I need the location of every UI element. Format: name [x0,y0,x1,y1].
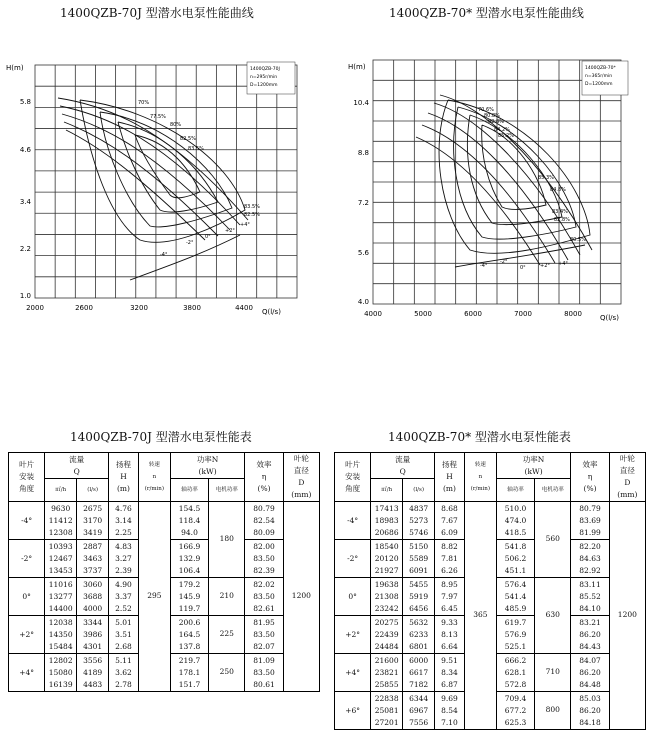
hdr-dia: 叶轮 直径 D (mm) [283,453,319,502]
right-angle-label: -2° [500,259,508,265]
efficiency-cell: 82.02 83.50 82.61 [245,578,283,616]
angle-cell: +4° [9,654,45,692]
left-eff-label: 77.5% [150,114,166,120]
right-ylabel: H(m) [348,63,366,71]
left-angle-label: 0° [205,234,211,240]
speed-cell: 365 [464,502,496,730]
flow-ls-cell: 3344 3986 4301 [77,616,109,654]
flow-m3h-cell: 11016 13277 14400 [45,578,77,616]
head-cell: 8.68 7.67 6.09 [435,502,465,540]
left-angle-label: -4° [160,252,168,258]
hdr-dia: 叶轮 直径 D (mm) [609,453,645,502]
head-cell: 5.11 3.62 2.78 [109,654,139,692]
right-angle-label: -4° [480,263,488,269]
angle-cell: +2° [335,616,371,654]
angle-cell: -2° [9,540,45,578]
efficiency-cell: 83.21 86.20 84.43 [571,616,609,654]
right-performance-chart [330,55,651,330]
flow-ls-cell: 2675 3170 3419 [77,502,109,540]
hdr-flow-ls: (l/s) [403,479,435,502]
flow-m3h-cell: 12802 15080 16139 [45,654,77,692]
left-x-tick: 2600 [75,304,93,312]
motor-power-cell: 250 [209,654,245,692]
left-ylabel: H(m) [6,64,24,72]
left-grid [35,65,297,298]
hdr-head: 扬程 H (m) [435,453,465,502]
hdr-angle: 叶片 安装 角度 [9,453,45,502]
left-x-tick: 3800 [183,304,201,312]
table-row [9,502,320,540]
shaft-power-cell: 619.7 576.9 525.1 [496,616,534,654]
left-legend [247,62,295,94]
right-y-tick: 8.8 [357,149,369,157]
right-eff-label: 83.4% [552,209,568,215]
head-cell: 4.83 3.27 2.39 [109,540,139,578]
angle-cell: 0° [335,578,371,616]
flow-m3h-cell: 19638 21308 23242 [371,578,403,616]
left-curves [58,98,248,280]
left-x-tick: 3200 [130,304,148,312]
hdr-flow-m3h: ㎥/h [371,479,403,502]
shaft-power-cell: 219.7 178.1 151.7 [170,654,208,692]
angle-cell: 0° [9,578,45,616]
right-eff-label: 80.8% [484,113,500,119]
efficiency-cell: 80.79 82.54 80.09 [245,502,283,540]
table-row [335,502,646,540]
left-eff-label: 82.5% [180,136,196,142]
angle-cell: +6° [335,692,371,730]
diameter-cell: 1200 [283,502,319,692]
flow-m3h-cell: 10393 12467 13453 [45,540,77,578]
flow-m3h-cell: 18540 20120 21927 [371,540,403,578]
right-table-title: 1400QZB-70* 型潜水电泵性能表 [388,430,571,444]
motor-power-cell: 210 [209,578,245,616]
head-cell: 4.76 3.14 2.25 [109,502,139,540]
right-grid [373,60,621,304]
left-table-title: 1400QZB-70J 型潜水电泵性能表 [70,430,252,444]
motor-power-cell: 630 [535,578,571,654]
left-chart-title: 1400QZB-70J 型潜水电泵性能曲线 [60,6,254,20]
head-cell: 8.95 7.97 6.45 [435,578,465,616]
left-y-tick: 2.2 [19,245,31,253]
hdr-eff: 效率 η (%) [571,453,609,502]
flow-m3h-cell: 21600 23821 25855 [371,654,403,692]
motor-power-cell: 800 [535,692,571,730]
speed-cell: 295 [138,502,170,692]
right-eff-label: 84.8% [550,187,566,193]
efficiency-cell: 80.79 83.69 81.99 [571,502,609,540]
right-x-tick: 7000 [514,310,532,318]
hdr-motor: 电机功率 [209,479,245,502]
left-legend-model: 1400QZB-70J [250,67,280,72]
hdr-head: 扬程 H (m) [109,453,139,502]
flow-ls-cell: 3556 4189 4483 [77,654,109,692]
hdr-speed: 转速 n (r/min) [138,453,170,502]
head-cell: 9.33 8.13 6.64 [435,616,465,654]
flow-ls-cell: 6000 6617 7182 [403,654,435,692]
right-y-tick: 4.0 [357,298,369,306]
right-eff-label: 82.8% [554,217,570,223]
right-eff-label: 70.6% [478,107,494,113]
flow-ls-cell: 6344 6967 7556 [403,692,435,730]
left-eff-label: 70% [138,100,150,106]
efficiency-cell: 85.03 86.20 84.18 [571,692,609,730]
motor-power-cell: 180 [209,502,245,578]
right-legend [582,61,628,95]
efficiency-cell: 81.09 83.50 80.61 [245,654,283,692]
right-eff-label: 82.8% [488,119,504,125]
shaft-power-cell: 576.4 541.4 485.9 [496,578,534,616]
flow-ls-cell: 5150 5589 6091 [403,540,435,578]
left-eff-label: 82.5% [244,212,260,218]
right-x-tick: 4000 [364,310,382,318]
flow-ls-cell: 3060 3688 4000 [77,578,109,616]
left-y-tick: 3.4 [19,198,31,206]
hdr-flow-m3h: ㎥/h [45,479,77,502]
right-legend-model: 1400QZB-70* [585,66,616,71]
hdr-angle: 叶片 安装 角度 [335,453,371,502]
hdr-power: 功率N (kW) [496,453,571,479]
right-angle-label: +2° [540,263,550,269]
left-eff-label: 83.5% [244,204,260,210]
right-eff-label: 85.2% [498,133,514,139]
left-eff-label: 80% [170,122,182,128]
left-eff-loop-inner [118,122,218,212]
hdr-eff: 效率 η (%) [245,453,283,502]
left-y-tick: 1.0 [19,292,31,300]
left-legend-speed: n=295r/min [250,75,278,80]
shaft-power-cell: 179.2 145.9 119.7 [170,578,208,616]
flow-m3h-cell: 20275 22439 24484 [371,616,403,654]
hdr-flow-ls: (l/s) [77,479,109,502]
left-x-tick: 4400 [235,304,253,312]
left-angle-label: +2° [225,228,235,234]
right-x-tick: 6000 [464,310,482,318]
motor-power-cell: 225 [209,616,245,654]
shaft-power-cell: 541.8 506.2 451.1 [496,540,534,578]
efficiency-cell: 83.11 85.52 84.10 [571,578,609,616]
left-performance-table [8,452,320,692]
left-legend-diameter: D=1200mm [250,83,278,88]
head-cell: 8.82 7.81 6.26 [435,540,465,578]
left-angle-label: +4° [240,222,250,228]
shaft-power-cell: 510.0 474.0 418.5 [496,502,534,540]
angle-cell: -4° [9,502,45,540]
shaft-power-cell: 709.4 677.2 625.3 [496,692,534,730]
right-angle-label: 0° [520,265,526,271]
hdr-shaft: 轴功率 [496,479,534,502]
right-x-tick: 8000 [564,310,582,318]
efficiency-cell: 82.20 84.63 82.92 [571,540,609,578]
left-angle-label: -2° [186,240,194,246]
right-legend-speed: n=365r/min [585,74,613,79]
hdr-flow: 流量 Q [45,453,109,479]
right-performance-table [334,452,646,730]
left-performance-chart [0,50,320,325]
shaft-power-cell: 666.2 628.1 572.8 [496,654,534,692]
angle-cell: -2° [335,540,371,578]
angle-cell: -4° [335,502,371,540]
flow-m3h-cell: 12038 14350 15484 [45,616,77,654]
hdr-shaft: 轴功率 [170,479,208,502]
diameter-cell: 1200 [609,502,645,730]
efficiency-cell: 82.00 83.50 82.39 [245,540,283,578]
right-eff-label: 80.5% [570,237,586,243]
right-y-tick: 10.4 [353,99,369,107]
head-cell: 4.90 3.37 2.52 [109,578,139,616]
head-cell: 5.01 3.51 2.68 [109,616,139,654]
efficiency-cell: 84.07 86.20 84.48 [571,654,609,692]
flow-m3h-cell: 9630 11412 12308 [45,502,77,540]
head-cell: 9.69 8.54 7.10 [435,692,465,730]
hdr-flow: 流量 Q [371,453,435,479]
angle-cell: +4° [335,654,371,692]
flow-ls-cell: 5455 5919 6456 [403,578,435,616]
hdr-power: 功率N (kW) [170,453,245,479]
shaft-power-cell: 200.6 164.5 137.8 [170,616,208,654]
motor-power-cell: 710 [535,654,571,692]
angle-cell: +2° [9,616,45,654]
left-eff-label: 83.5% [188,146,204,152]
shaft-power-cell: 166.9 132.9 106.4 [170,540,208,578]
right-xlabel: Q(l/s) [600,314,619,322]
right-eff-label: 84.2% [494,127,510,133]
flow-ls-cell: 5632 6233 6801 [403,616,435,654]
left-xlabel: Q(l/s) [262,308,281,316]
hdr-motor: 电机功率 [535,479,571,502]
left-y-tick: 5.8 [19,98,31,106]
right-y-tick: 5.6 [357,249,369,257]
right-eff-label: 85.3% [538,175,554,181]
right-x-tick: 5000 [414,310,432,318]
flow-m3h-cell: 17413 18983 20686 [371,502,403,540]
right-eff-loop-outer [439,100,590,253]
flow-ls-cell: 2887 3463 3737 [77,540,109,578]
right-chart-title: 1400QZB-70* 型潜水电泵性能曲线 [389,6,584,20]
motor-power-cell: 560 [535,502,571,578]
right-y-tick: 7.2 [357,199,369,207]
efficiency-cell: 81.95 83.50 82.07 [245,616,283,654]
right-angle-label: +4° [558,261,568,267]
flow-m3h-cell: 22838 25081 27201 [371,692,403,730]
flow-ls-cell: 4837 5273 5746 [403,502,435,540]
right-curve-plus4 [440,95,592,250]
hdr-speed: 转速 n (r/min) [464,453,496,502]
shaft-power-cell: 154.5 118.4 94.0 [170,502,208,540]
left-y-tick: 4.6 [19,146,31,154]
head-cell: 9.51 8.34 6.87 [435,654,465,692]
left-x-tick: 2000 [26,304,44,312]
right-legend-diameter: D=1200mm [585,82,613,87]
